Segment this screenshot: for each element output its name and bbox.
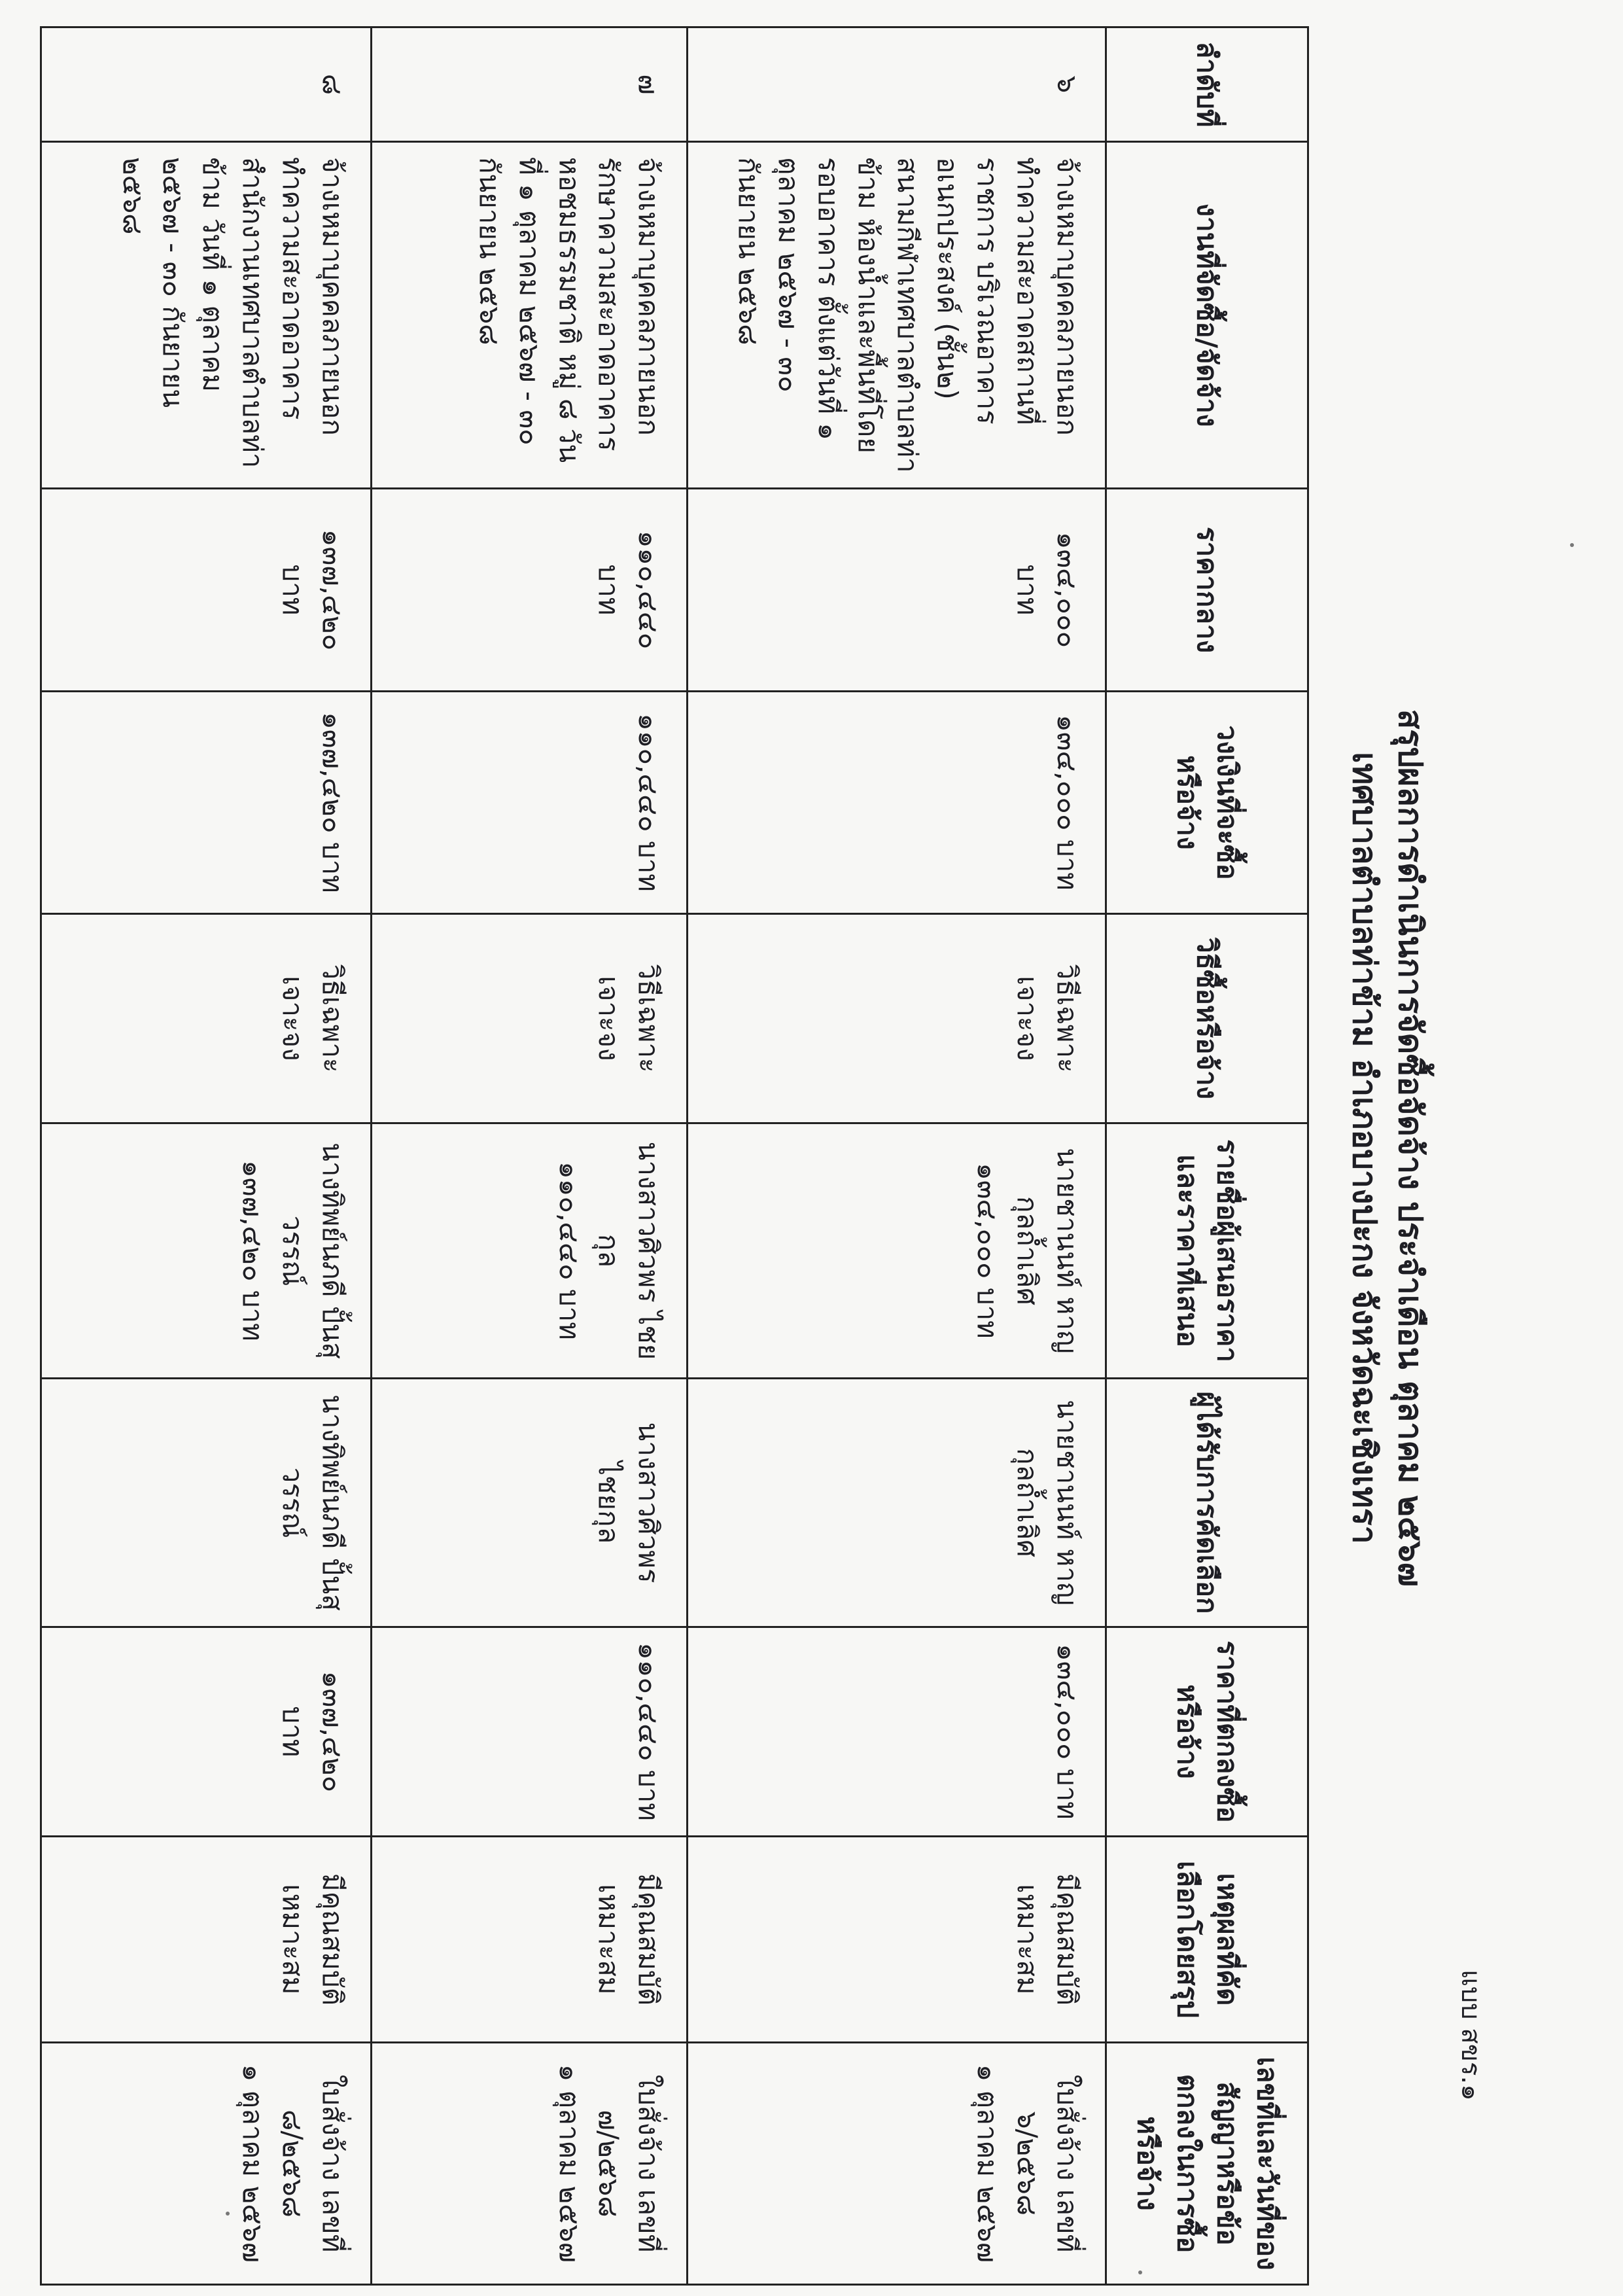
procurement-method: วิธีเฉพาะเจาะจง (371, 914, 688, 1123)
contract-number: ใบสั่งจ้าง เลขที่ ๖/๒๕๖๘ (1011, 2074, 1083, 2253)
selected-vendor: นางสาวศิวพร ไชยกุล (371, 1379, 688, 1627)
selected-vendor: นายชานนท์ หาญกุลถ้ำเลิศ (688, 1379, 1106, 1627)
bidder-name: นางทิพย์นภดี ปั้นสุวรรณ์ (276, 1142, 349, 1359)
budget: ๑๓๗,๔๒๐ บาท (41, 692, 372, 914)
bidder-cell (41, 1123, 372, 1379)
contract-cell (371, 2043, 688, 2285)
contract-date: ๑ ตุลาคม ๒๕๖๗ (236, 2064, 269, 2263)
scan-speck (1138, 2270, 1142, 2274)
bidder-name: นางสาวศิวพร ไชยกุล (593, 1141, 665, 1360)
work-description: จ้างเหมาบุคคลภายนอกทำความสะอาดสถานที่ราชการ บริเวณอาคารอเนกประสงค์ (ชั้น๒) สนามกีฬาเทศบาลตำบลท่าข้าม ห้องน้ำและพื้นที่โดยรอบอาคาร ตั้งแต่วันที่ ๑ ตุลาคม ๒๕๖๗ - ๓๐ กันยายน ๒๕๖๘ (688, 142, 1106, 489)
bidder-name: นายชานนท์ หาญกุลถ้ำเลิศ (1011, 1148, 1083, 1354)
column-header-no: ลำดับที่ (1106, 27, 1308, 142)
document-subtitle: เทศบาลตำบลท่าข้าม อำเภอบางปะกง จังหวัดฉะเชิงเทรา (1346, 752, 1384, 1544)
procurement-method: วิธีเฉพาะเจาะจง (41, 914, 372, 1123)
bidder-price: ๑๑๐,๔๔๐ บาท (553, 1161, 585, 1340)
table-header-row (1106, 27, 1308, 2285)
column-header-agreed-price: ราคาที่ตกลงซื้อหรือจ้าง (1106, 1627, 1308, 1837)
bidder-cell (688, 1123, 1106, 1379)
contract-date: ๑ ตุลาคม ๒๕๖๗ (553, 2064, 585, 2263)
table-row (41, 27, 372, 2285)
bidder-price: ๑๓๗,๔๒๐ บาท (236, 1160, 269, 1341)
contract-cell (688, 2043, 1106, 2285)
column-header-method: วิธีซื้อหรือจ้าง (1106, 914, 1308, 1123)
budget: ๑๓๔,๐๐๐ บาท (688, 692, 1106, 914)
median-price: ๑๓๗,๔๒๐ บาท (41, 489, 372, 692)
selection-reason: มีคุณสมบัติเหมาะสม (688, 1837, 1106, 2043)
column-header-budget: วงเงินที่จะซื้อหรือจ้าง (1106, 692, 1308, 914)
median-price: ๑๑๐,๔๔๐ บาท (371, 489, 688, 692)
agreed-price: ๑๑๐,๔๔๐ บาท (371, 1627, 688, 1837)
contract-cell (41, 2043, 372, 2285)
row-number: ๖ (688, 27, 1106, 142)
column-header-winner: ผู้ได้รับการคัดเลือก (1106, 1379, 1308, 1627)
selection-reason: มีคุณสมบัติเหมาะสม (371, 1837, 688, 2043)
table-row (688, 27, 1106, 2285)
work-description: จ้างเหมาบุคคลภายนอกรักษาความสะอาดอาคารหอชมธรรมชาติ หมู่ ๘ วันที่ ๑ ตุลาคม ๒๕๖๗ - ๓๐ กันยายน ๒๕๖๘ (371, 142, 688, 489)
contract-number: ใบสั่งจ้าง เลขที่ ๗/๒๕๖๘ (593, 2074, 665, 2253)
table-row (371, 27, 688, 2285)
selected-vendor: นางทิพย์นภดี ปั้นสุวรรณ์ (41, 1379, 372, 1627)
form-code: แบบ สขร.๑ (1456, 1969, 1486, 2101)
column-header-work: งานที่จัดซื้อ/จัดจ้าง (1106, 142, 1308, 489)
column-header-bidders: รายชื่อผู้เสนอราคาและราคาที่เสนอ (1106, 1123, 1308, 1379)
column-header-median-price: ราคากลาง (1106, 489, 1308, 692)
column-header-reason: เหตุผลที่คัดเลือกโดยสรุป (1106, 1837, 1308, 2043)
row-number: ๘ (41, 27, 372, 142)
procurement-summary-table (40, 26, 1309, 2286)
bidder-price: ๑๓๔,๐๐๐ บาท (971, 1163, 1004, 1339)
column-header-contract: เลขที่และวันที่ของสัญญาหรือข้อตกลงในการซื้อหรือจ้าง (1106, 2043, 1308, 2285)
contract-number: ใบสั่งจ้าง เลขที่ ๘/๒๕๖๘ (276, 2074, 349, 2253)
procurement-method: วิธีเฉพาะเจาะจง (688, 914, 1106, 1123)
contract-date: ๑ ตุลาคม ๒๕๖๗ (971, 2064, 1004, 2263)
selection-reason: มีคุณสมบัติเหมาะสม (41, 1837, 372, 2043)
work-description: จ้างเหมาบุคคลภายนอกทำความสะอาดอาคารสำนักงานเทศบาลตำบลท่าข้าม วันที่ ๑ ตุลาคม ๒๕๖๗ - ๓๐ กันยายน ๒๕๖๘ (41, 142, 372, 489)
row-number: ๗ (371, 27, 688, 142)
median-price: ๑๓๔,๐๐๐ บาท (688, 489, 1106, 692)
budget: ๑๑๐,๔๔๐ บาท (371, 692, 688, 914)
agreed-price: ๑๓๔,๐๐๐ บาท (688, 1627, 1106, 1837)
agreed-price: ๑๓๗,๔๒๐ บาท (41, 1627, 372, 1837)
bidder-cell (371, 1123, 688, 1379)
document-title: สรุปผลการดำเนินการจัดซื้อจัดจ้าง ประจำเดือน ตุลาคม ๒๕๖๗ (1391, 709, 1429, 1587)
scan-speck (226, 2212, 230, 2216)
scan-speck (1570, 543, 1574, 547)
